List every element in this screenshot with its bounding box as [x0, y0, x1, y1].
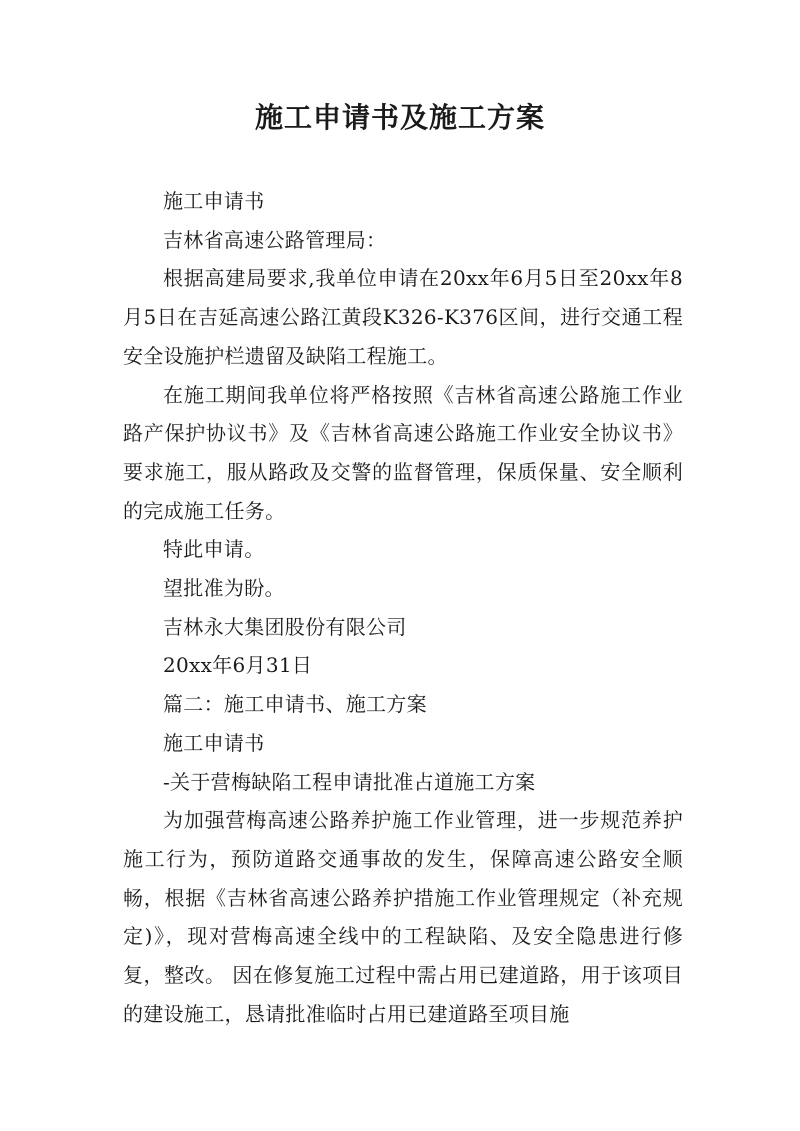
paragraph-request: 根据高建局要求,我单位申请在20xx年6月5日至20xx年8月5日在吉延高速公路江黄段K326-K376区间，进行交通工程安全设施护栏遗留及缺陷工程施工。	[123, 266, 683, 368]
paragraph-company: 吉林永大集团股份有限公司	[163, 614, 407, 639]
paragraph-section-two: 篇二：施工申请书、施工方案	[163, 692, 427, 717]
paragraph-compliance: 在施工期间我单位将严格按照《吉林省高速公路施工作业路产保护协议书》及《吉林省高速公路施工作业安全协议书》要求施工，服从路政及交警的监督管理，保质保量、安全顺利的完成施工任务。	[123, 382, 683, 523]
paragraph-subheading: 施工申请书	[163, 730, 265, 755]
paragraph-closing-1: 特此申请。	[163, 537, 265, 562]
paragraph-heading: 施工申请书	[163, 189, 265, 213]
document-title: 施工申请书及施工方案	[254, 101, 545, 134]
paragraph-closing-2: 望批准为盼。	[163, 576, 285, 601]
paragraph-date: 20xx年6月31日	[163, 653, 313, 678]
document-body	[123, 182, 683, 1033]
paragraph-addressee: 吉林省高速公路管理局：	[163, 227, 387, 252]
paragraph-plan: 为加强营梅高速公路养护施工作业管理，进一步规范养护施工行为，预防道路交通事故的发生，保障高速公路安全顺畅，根据《吉林省高速公路养护措施工作业管理规定（补充规定)》，现对营梅高速全线中的工程缺陷、及安全隐患进行修复，整改。 因在修复施工过程中需占用已建道路，用于该项目的建设施工，恳请批准临时占用已建道路至项目施	[123, 808, 683, 1026]
paragraph-subject: -关于营梅缺陷工程申请批准占道施工方案	[163, 769, 536, 794]
